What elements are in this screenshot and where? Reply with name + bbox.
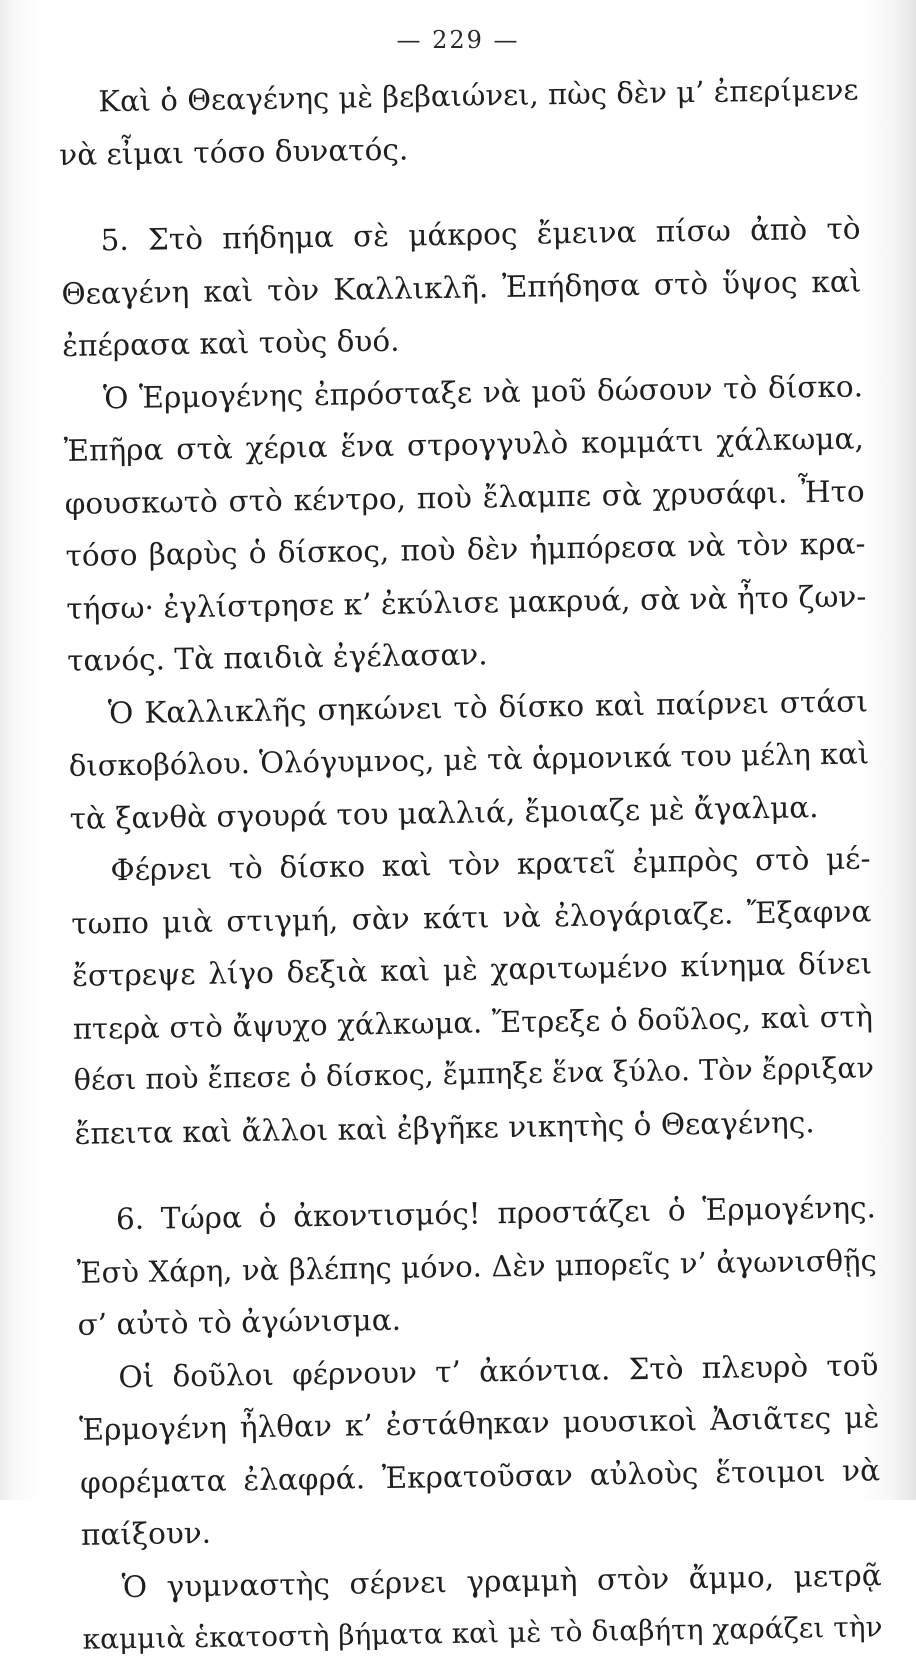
text-line: τωπο μιὰ στιγμή, σὰν κάτι νὰ ἐλογάριαζε. Ἔξαφνα xyxy=(71,893,872,941)
text-line: θέσι ποὺ ἔπεσε ὁ δίσκος, ἔμπηξε ἕνα ξύλο. Τὸν ἔρριξαν xyxy=(73,1051,875,1097)
text-line: Ἑρμογένη ἦλθαν κ’ ἐστάθηκαν μουσικοὶ Ἀσιᾶτες μὲ xyxy=(79,1400,880,1447)
text-line: παίξουν. xyxy=(80,1515,212,1552)
text-line: ἐπέρασα καὶ τοὺς δυό. xyxy=(61,323,400,363)
text-line: δισκοβόλου. Ὁλόγυμνος, μὲ τὰ ἁρμονικά του μέλη καὶ xyxy=(68,736,870,783)
text-line: νὰ εἶμαι τόσο δυνατός. xyxy=(58,132,409,172)
text-line: πτερὰ στὸ ἄψυχο χάλκωμα. Ἔτρεξε ὁ δοῦλος, καὶ στὴ xyxy=(72,998,874,1046)
text-line: Ἐπῆρα στὰ χέρια ἕνα στρογγυλὸ κομμάτι χάλκωμα, xyxy=(63,421,865,468)
text-line: σ’ αὐτὸ τὸ ἀγώνισμα. xyxy=(77,1302,402,1342)
text-line: Θεαγένη καὶ τὸν Καλλικλῆ. Ἐπήδησα στὸ ὕψος καὶ xyxy=(61,263,862,311)
text-line: τόσο βαρὺς ὁ δίσκος, ποὺ δὲν ἠμπόρεσα νὰ τὸν κρα- xyxy=(65,526,866,573)
text-line: Καὶ ὁ Θεαγένης μὲ βεβαιώνει, πὼς δὲν μ’ ἐπερίμενε xyxy=(98,72,859,119)
text-line: Φέρνει τὸ δίσκο καὶ τὸν κρατεῖ ἐμπρὸς στὸ μέ- xyxy=(110,841,871,888)
text-line: τανός. Τὰ παιδιὰ ἐγέλασαν. xyxy=(66,637,488,678)
text-line: καμμιὰ ἑκατοστὴ βήματα καὶ μὲ τὸ διαβήτη χαράζει τὴν xyxy=(82,1610,883,1656)
page-number: — 229 — xyxy=(396,26,520,54)
text-line: 5. Στὸ πήδημα σὲ μάκρος ἔμεινα πίσω ἀπὸ τὸ xyxy=(100,211,861,258)
text-line: Ὁ Καλλικλῆς σηκώνει τὸ δίσκο καὶ παίρνει στάσι xyxy=(107,683,869,730)
text-line: τὰ ξανθὰ σγουρά του μαλλιά, ἔμοιαζε μὲ ἄγαλμα. xyxy=(69,789,819,836)
text-line: ἔπειτα καὶ ἄλλοι καὶ ἐβγῆκε νικητὴς ὁ Θεαγένης. xyxy=(74,1104,815,1151)
text-line: Ὁ γυμναστὴς σέρνει γραμμὴ στὸν ἄμμο, μετρᾷ xyxy=(121,1557,882,1604)
text-line: φορέματα ἐλαφρά. Ἐκρατοῦσαν αὐλοὺς ἕτοιμοι νὰ xyxy=(79,1452,881,1500)
text-line: Ἐσὺ Χάρη, νὰ βλέπης μόνο. Δὲν μπορεῖς ν’ ἀγωνισθῇς xyxy=(76,1242,877,1290)
text-line: τήσω· ἐγλίστρησε κ’ ἐκύλισε μακρυά, σὰ νὰ ἦτο ζων- xyxy=(66,578,867,626)
text-line: φουσκωτὸ στὸ κέντρο, ποὺ ἔλαμπε σὰ χρυσάφι. Ἦτο xyxy=(64,473,865,521)
text-line: Οἱ δοῦλοι φέρνουν τ’ ἀκόντια. Στὸ πλευρὸ τοῦ xyxy=(118,1347,879,1394)
text-line: Ὁ Ἑρμογένης ἐπρόσταξε νὰ μοῦ δώσουν τὸ δίσκο. xyxy=(102,368,864,415)
text-line: ἔστρεψε λίγο δεξιὰ καὶ μὲ χαριτωμένο κίνημα δίνει xyxy=(71,946,873,993)
body-text xyxy=(58,63,883,1666)
text-line: 6. Τώρα ὁ ἀκοντισμός! προστάζει ὁ Ἑρμογένης. xyxy=(115,1190,877,1237)
